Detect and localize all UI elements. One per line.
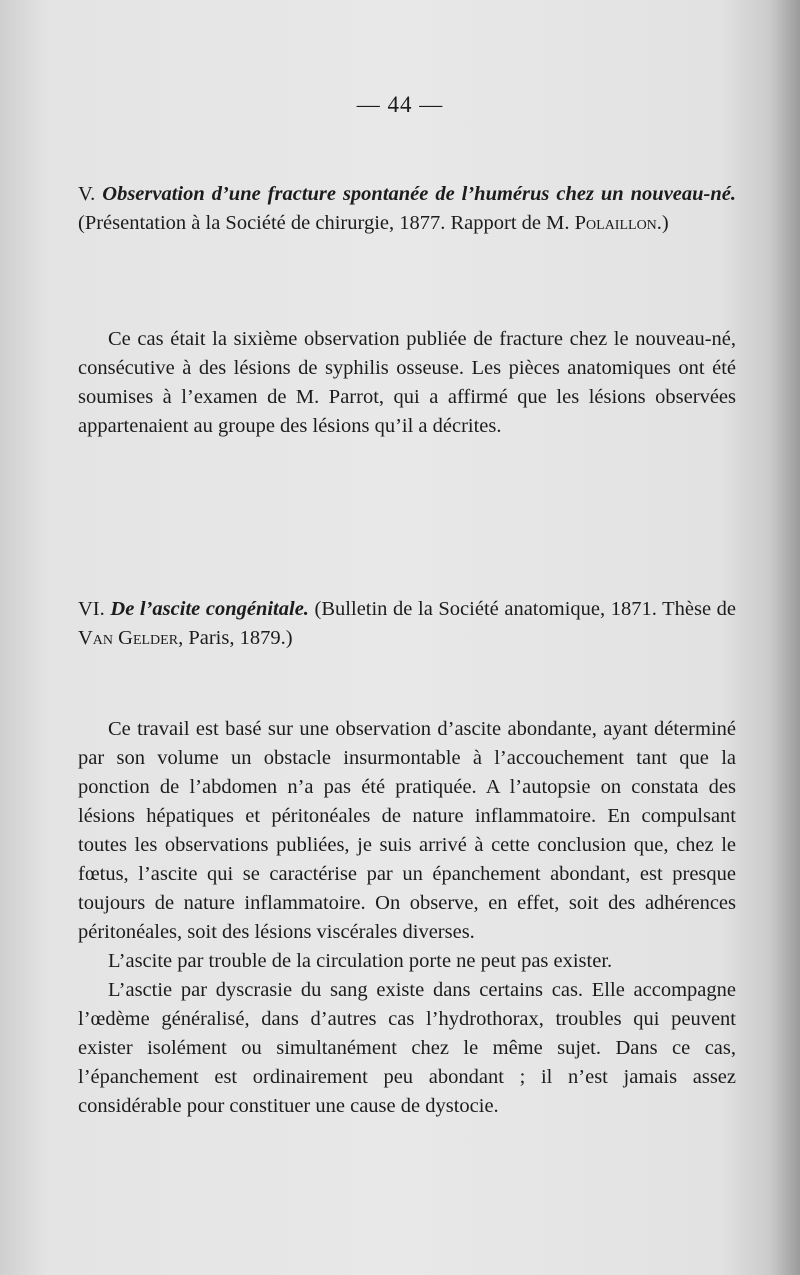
section-6-heading [78, 595, 736, 653]
section-6-numeral: VI. [78, 598, 105, 620]
section-6-body [78, 715, 736, 1121]
section-6-reference-tail: , Paris, 1879.) [178, 627, 293, 649]
section-5-reference: (Présentation à la Société de chirurgie, 1877. Rapport de M. [78, 212, 570, 234]
section-6-title: De l’ascite congénitale. [110, 598, 309, 620]
section-6-paragraph-3: L’asctie par dyscrasie du sang existe dans certains cas. Elle accompagne l’œdème généralisé, dans d’autres cas l’hydrothorax, troubles qui peuvent exister isolément ou simultanément chez le même sujet. Dans ce cas, l’épanchement est ordinairement peu abondant ; il n’est jamais assez considérable pour constituer une cause de dystocie. [78, 979, 736, 1117]
section-6-paragraph-1: Ce travail est basé sur une observation d’ascite abondante, ayant déterminé par son volume un obstacle insurmontable à l’accouchement tant que la ponction de l’abdomen n’a pas été pratiquée. A l’autopsie on constata des lésions hépatiques et péritonéales de nature inflammatoire. En compulsant toutes les observations publiées, je suis arrivé à cette conclusion que, chez le fœtus, l’ascite qui se caractérise par un épanchement abondant, est presque toujours de nature inflammatoire. On observe, en effet, soit des adhérences péritonéales, soit des lésions viscérales diverses. [78, 718, 736, 943]
section-5-title: Observation d’une fracture spontanée de l’humérus chez un nouveau-né. [102, 183, 736, 205]
section-5-paragraph: Ce cas était la sixième observation publiée de fracture chez le nouveau-né, consécutive à des lésions de syphilis osseuse. Les pièces anatomiques ont été soumises à l’examen de M. Parrot, qui a affirmé que les lésions observées appartenaient au groupe des lésions qu’il a décrites. [78, 328, 736, 437]
section-6-reference-name: Van Gelder [78, 627, 179, 649]
section-5-reference-name: Polaillon.) [574, 212, 669, 234]
section-5-numeral: V. [78, 183, 96, 205]
page-number: — 44 — [356, 92, 444, 117]
section-5-body [78, 325, 736, 441]
page-edge-shadow [770, 0, 800, 1275]
section-6-paragraph-2: L’ascite par trouble de la circulation porte ne peut pas exister. [108, 950, 613, 972]
section-5-heading [78, 180, 736, 238]
section-6-reference: (Bulletin de la Société anatomique, 1871. Thèse de [314, 598, 737, 620]
